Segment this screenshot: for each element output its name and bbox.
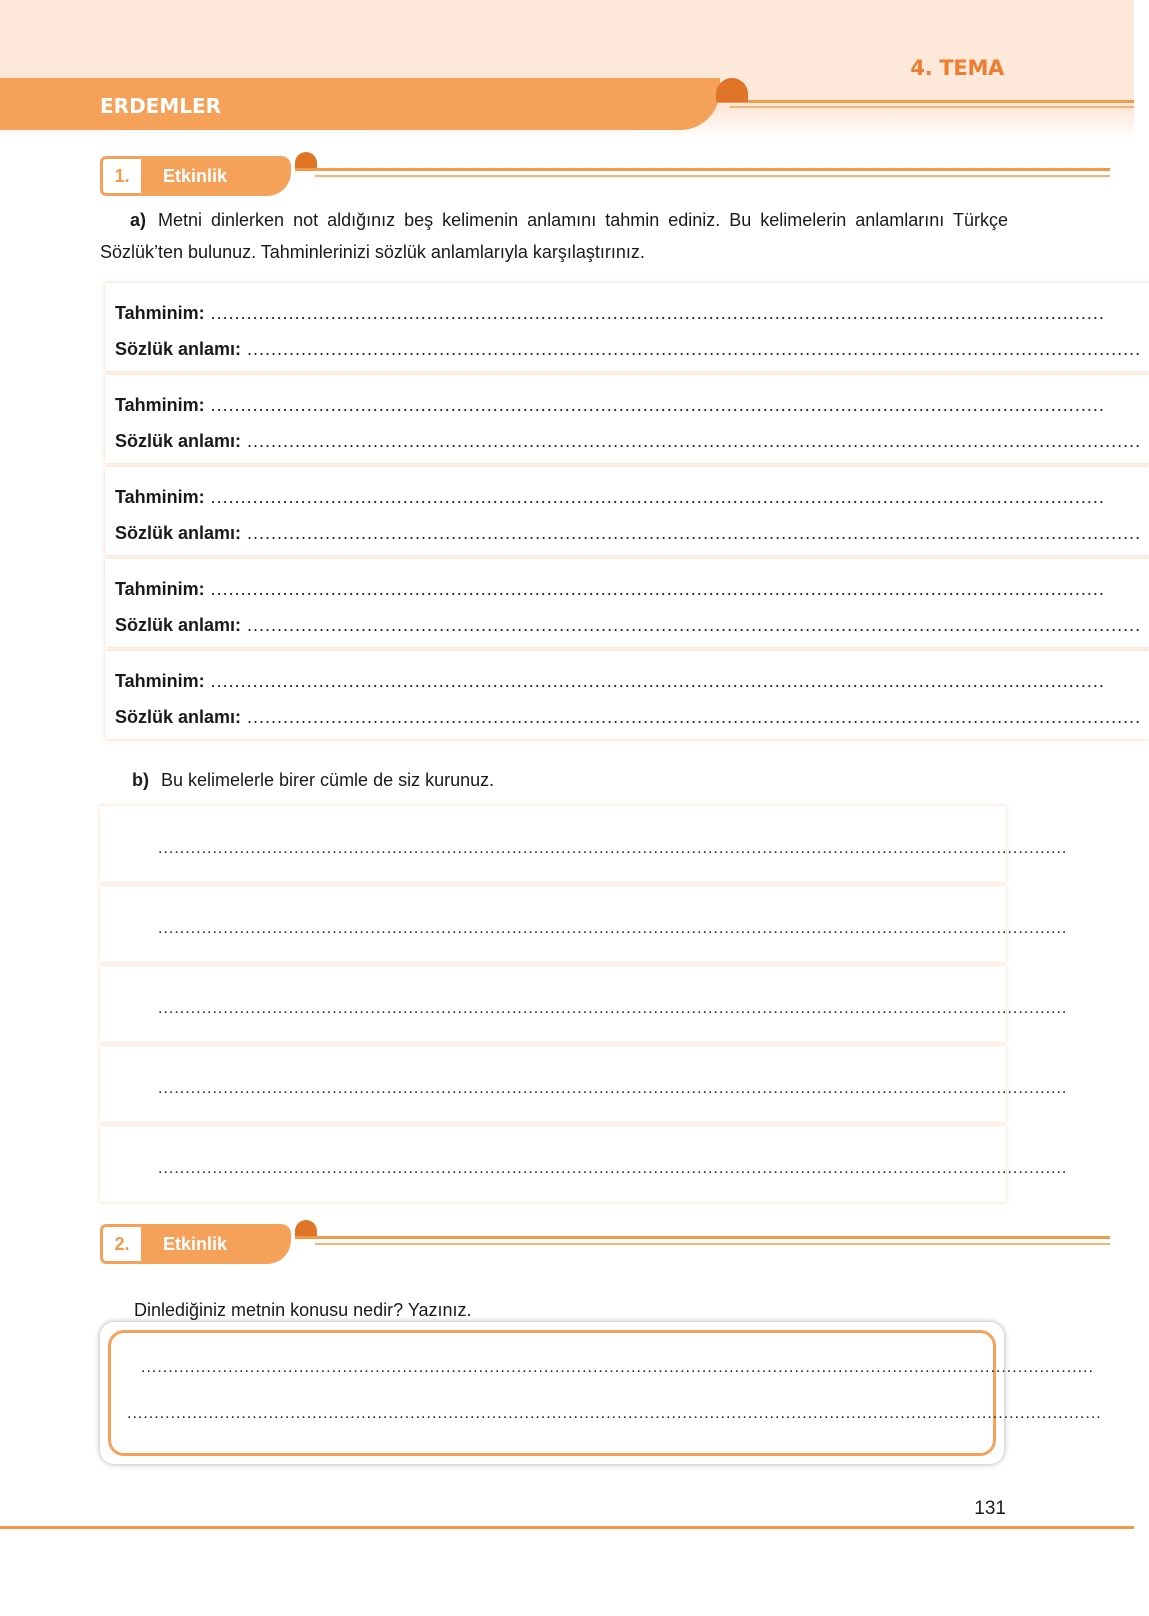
guess-line[interactable] (115, 663, 1141, 699)
activity-label: Etkinlik (141, 156, 291, 196)
guess-label: Tahminim: (115, 395, 205, 415)
dotted-fill: ..................................................................................................................................................... (247, 523, 1142, 543)
dictionary-line[interactable] (115, 423, 1141, 459)
meaning-cell (105, 375, 1149, 463)
part-a-instruction (100, 204, 1008, 268)
dotted-fill: ..................................................................................................................................................... (247, 431, 1142, 451)
part-b-marker: b) (132, 770, 149, 790)
table-row (100, 375, 1142, 463)
dotted-fill: ............................................................................................................................................................................... (141, 1359, 1094, 1376)
sentence-line[interactable] (100, 1126, 1068, 1202)
sentence-line[interactable] (100, 886, 1068, 962)
part-b-instruction (132, 764, 1002, 796)
dotted-fill: ..................................................................................................................................................... (247, 707, 1142, 727)
activity-rule-thin (315, 175, 1110, 177)
part-b-text: Bu kelimelerle birer cümle de siz kurunuz. (161, 770, 495, 790)
dotted-fill: ..................................................................................................................................................... (210, 671, 1105, 691)
dotted-fill: ..................................................................................................................................................... (210, 303, 1105, 323)
guess-line[interactable] (115, 571, 1141, 607)
dictionary-label: Sözlük anlamı: (115, 615, 242, 635)
answer-frame[interactable] (108, 1330, 1102, 1456)
table-row (100, 559, 1142, 647)
activity-2-question: Dinlediğiniz metnin konusu nedir? Yazınız. (134, 1300, 472, 1320)
part-a-marker: a) (130, 210, 147, 230)
header-rule-thin (730, 106, 1134, 108)
part-a-text: Metni dinlerken not aldığınız beş kelimenin anlamını tahmin ediniz. Bu kelimelerin anlamlarını Türkçe Sözlük’ten bulunuz. Tahminlerinizi sözlük anlamlarıyla karşılaştırınız. (100, 210, 1008, 262)
sentence-line[interactable] (100, 1046, 1068, 1122)
header-rule (700, 100, 1134, 103)
dotted-fill: ....................................................................................................................................................................... (158, 1000, 1068, 1017)
meaning-cell (105, 559, 1149, 647)
dotted-fill: ....................................................................................................................................................................... (158, 1080, 1068, 1097)
table-row (100, 283, 1142, 371)
meaning-cell (105, 651, 1149, 739)
meaning-cell (105, 467, 1149, 555)
dictionary-label: Sözlük anlamı: (115, 707, 242, 727)
guess-label: Tahminim: (115, 303, 205, 323)
sentence-lines (100, 806, 1068, 1206)
dotted-fill: ..................................................................................................................................................... (210, 579, 1105, 599)
page-number: 131 (974, 1498, 1006, 1519)
table-row (100, 651, 1142, 739)
dotted-fill: ..................................................................................................................................................... (210, 395, 1105, 415)
section-bar-tab (716, 78, 748, 102)
guess-label: Tahminim: (115, 671, 205, 691)
guess-label: Tahminim: (115, 579, 205, 599)
dotted-fill: ..................................................................................................................................................... (247, 339, 1142, 359)
sentence-line[interactable] (100, 806, 1068, 882)
theme-label: 4. TEMA (910, 56, 1004, 80)
dictionary-label: Sözlük anlamı: (115, 339, 242, 359)
activity-number: 2. (100, 1224, 144, 1264)
dotted-fill: ..................................................................................................................................................... (210, 487, 1105, 507)
dotted-fill: ................................................................................................................................................................................... (127, 1405, 1102, 1422)
activity-number: 1. (100, 156, 144, 196)
activity-1-heading (100, 156, 1010, 196)
sentence-line[interactable] (100, 966, 1068, 1042)
dotted-fill: ....................................................................................................................................................................... (158, 840, 1068, 857)
footer-rule (0, 1526, 1134, 1529)
dictionary-line[interactable] (115, 515, 1141, 551)
activity-label: Etkinlik (141, 1224, 291, 1264)
meaning-cell (105, 283, 1149, 371)
guess-label: Tahminim: (115, 487, 205, 507)
activity-rule (295, 1236, 1110, 1239)
dictionary-label: Sözlük anlamı: (115, 523, 242, 543)
dotted-fill: ....................................................................................................................................................................... (158, 1160, 1068, 1177)
guess-line[interactable] (115, 295, 1141, 331)
activity-2-heading (100, 1224, 1010, 1264)
guess-line[interactable] (115, 479, 1141, 515)
activity-rule-thin (315, 1243, 1110, 1245)
dictionary-line[interactable] (115, 607, 1141, 643)
guess-line[interactable] (115, 387, 1141, 423)
answer-box (100, 1322, 1102, 1464)
word-table (100, 283, 1142, 743)
dotted-fill: ..................................................................................................................................................... (247, 615, 1142, 635)
dictionary-line[interactable] (115, 331, 1141, 367)
dotted-fill: ....................................................................................................................................................................... (158, 920, 1068, 937)
section-title: ERDEMLER (100, 94, 222, 118)
table-row (100, 467, 1142, 555)
activity-rule (295, 168, 1110, 171)
dictionary-line[interactable] (115, 699, 1141, 735)
dictionary-label: Sözlük anlamı: (115, 431, 242, 451)
